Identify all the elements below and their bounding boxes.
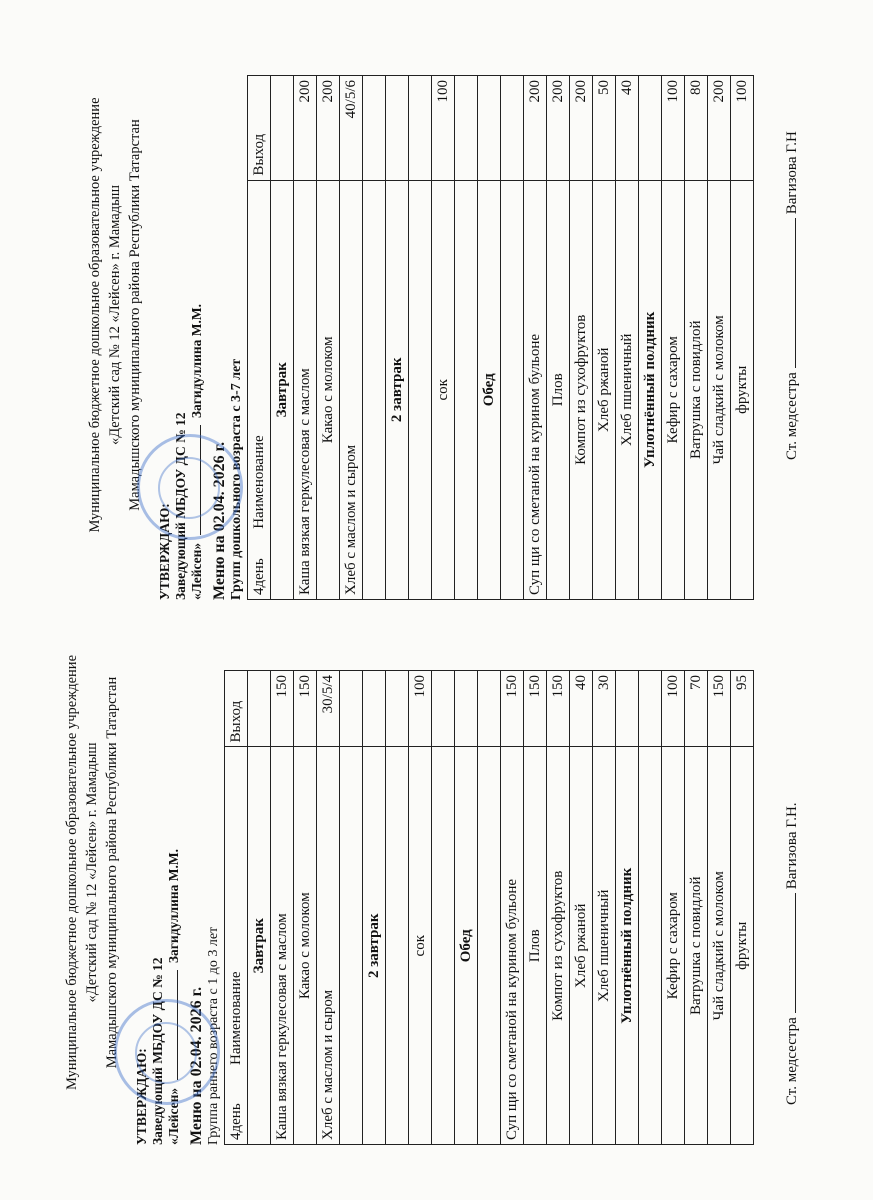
menu-date: Меню на 02.04. 2026 г. — [188, 986, 205, 1145]
approval-title: УТВЕРЖДАЮ: — [157, 503, 172, 600]
blank-row — [409, 76, 432, 600]
dish-name: Ватрушка с повидлой — [685, 180, 708, 599]
output-header: Выход — [225, 671, 248, 747]
dish-output: 100 — [662, 671, 685, 747]
blank-row — [639, 671, 662, 1145]
dish-output: 40 — [570, 671, 593, 747]
dish-output: 95 — [731, 671, 754, 747]
approval-block — [157, 30, 205, 600]
dish-name: Кефир с сахаром — [662, 747, 685, 1145]
org-line: Муниципальное бюджетное дошкольное образовательное учреждение — [64, 655, 80, 1090]
org-line: «Детский сад № 12 «Лейсен» г. Мамадыш — [107, 184, 123, 446]
blank-row — [432, 671, 455, 1145]
dish-output: 40 — [616, 76, 639, 181]
table-row — [731, 76, 754, 600]
dish-output: 200 — [317, 76, 340, 181]
dish-name: Кефир с сахаром — [662, 180, 685, 599]
dish-output: 200 — [294, 76, 317, 181]
dish-output: 30 — [593, 671, 616, 747]
table-row — [294, 76, 317, 600]
dish-name: фрукты — [731, 180, 754, 599]
section-title: Завтрак — [271, 180, 294, 599]
table-row — [731, 671, 754, 1145]
output-header: Выход — [248, 76, 271, 181]
approval-title: УТВЕРЖДАЮ: — [134, 1048, 149, 1145]
dish-name: Чай сладкий с молоком — [708, 747, 731, 1145]
dish-name: Компот из сухофруктов — [547, 747, 570, 1145]
dish-output: 150 — [294, 671, 317, 747]
dish-name: Каша вязкая геркулесовая с маслом — [294, 180, 317, 599]
approval-position: Заведующий МБДОУ ДС № 12 — [150, 957, 165, 1145]
age-group: Группа раннего возраста с 1 до 3 лет — [206, 926, 221, 1145]
menu-early-age — [62, 600, 842, 1145]
name-header: Наименование — [248, 180, 271, 533]
table-row — [570, 671, 593, 1145]
table-row — [294, 671, 317, 1145]
blank-row — [478, 671, 501, 1145]
dish-output: 200 — [570, 76, 593, 181]
name-header: Наименование — [225, 747, 248, 1069]
table-row — [662, 671, 685, 1145]
dish-name: Плов — [524, 747, 547, 1145]
section-title: Уплотнённый полдник — [639, 180, 662, 599]
table-row — [271, 671, 294, 1145]
section-row — [386, 76, 409, 600]
dish-name: Чай сладкий с молоком — [708, 180, 731, 599]
section-title: Уплотнённый полдник — [616, 747, 639, 1145]
table-row — [501, 671, 524, 1145]
dish-name: Ватрушка с повидлой — [685, 747, 708, 1145]
dish-output: 50 — [593, 76, 616, 181]
table-row — [432, 76, 455, 600]
dish-output: 200 — [547, 76, 570, 181]
dish-name: Суп щи со сметаной на курином бульоне — [524, 180, 547, 599]
org-line: Мамадышского муниципального района Республики Татарстан — [104, 676, 120, 1069]
table-header — [248, 76, 271, 600]
dish-output: 150 — [524, 671, 547, 747]
dish-output: 200 — [708, 76, 731, 181]
dish-name: фрукты — [731, 747, 754, 1145]
section-row — [248, 671, 271, 1145]
table-row — [685, 76, 708, 600]
table-row — [317, 671, 340, 1145]
blank-row — [340, 671, 363, 1145]
dish-output: 100 — [432, 76, 455, 181]
dish-output: 40/5/6 — [340, 76, 363, 181]
section-title: Обед — [478, 180, 501, 599]
organization-header — [62, 600, 122, 1145]
menu-date: Меню на 02.04. 2026 г. — [211, 441, 228, 600]
dish-name: Плов — [547, 180, 570, 599]
day-header: 4день — [248, 533, 271, 600]
table-header — [225, 671, 248, 1145]
dish-output: 70 — [685, 671, 708, 747]
table-row — [662, 76, 685, 600]
menu-table — [224, 670, 754, 1145]
dish-output: 100 — [731, 76, 754, 181]
table-row — [708, 671, 731, 1145]
dish-name: Хлеб с маслом и сыром — [317, 747, 340, 1145]
dish-output: 200 — [524, 76, 547, 181]
dish-output: 100 — [662, 76, 685, 181]
section-row — [478, 76, 501, 600]
approval-name: Загидуллина М.М. — [189, 303, 204, 419]
section-row — [616, 671, 639, 1145]
table-row — [616, 76, 639, 600]
approval-block — [134, 600, 182, 1145]
official-stamp — [137, 434, 243, 540]
dish-name: Какао с молоком — [294, 747, 317, 1145]
dish-output: 30/5/4 — [317, 671, 340, 747]
sign-role: Ст. медсестра — [784, 372, 800, 460]
table-row — [593, 76, 616, 600]
section-row — [455, 671, 478, 1145]
org-line: Мамадышского муниципального района Республики Татарстан — [127, 119, 143, 511]
table-row — [524, 671, 547, 1145]
section-row — [271, 76, 294, 600]
dish-name: Хлеб пшеничный — [593, 747, 616, 1145]
age-group: Групп дошкольного возраста с 3-7 лет — [229, 358, 244, 600]
official-stamp — [114, 999, 220, 1105]
approval-org: «Лейсен» — [166, 1087, 181, 1145]
table-row — [593, 671, 616, 1145]
sign-role: Ст. медсестра — [784, 1017, 800, 1105]
section-title: 2 завтрак — [363, 747, 386, 1145]
blank-row — [363, 76, 386, 600]
blank-row — [501, 76, 524, 600]
sign-name: Вагизова Г.Н — [784, 131, 800, 215]
dish-name: Хлеб с маслом и сыром — [340, 180, 363, 599]
menu-table — [247, 75, 754, 600]
section-row — [363, 671, 386, 1145]
dish-name: Суп щи со сметаной на курином бульоне — [501, 747, 524, 1145]
table-row — [708, 76, 731, 600]
dish-output: 150 — [271, 671, 294, 747]
dish-name: Какао с молоком — [317, 180, 340, 599]
dish-output: 150 — [708, 671, 731, 747]
organization-header — [85, 30, 145, 600]
dish-name: Хлеб ржаной — [570, 747, 593, 1145]
sign-name: Вагизова Г.Н. — [784, 802, 800, 890]
dish-name: сок — [432, 180, 455, 599]
table-row — [570, 76, 593, 600]
org-line: Муниципальное бюджетное дошкольное образовательное учреждение — [87, 97, 103, 533]
dish-name: Компот из сухофруктов — [570, 180, 593, 599]
table-row — [524, 76, 547, 600]
dish-output: 150 — [547, 671, 570, 747]
approval-name: Загидуллина М.М. — [166, 848, 181, 964]
dish-output: 150 — [501, 671, 524, 747]
menu-preschool — [85, 30, 845, 600]
dish-name: Хлеб пшеничный — [616, 180, 639, 599]
section-row — [639, 76, 662, 600]
section-title: Обед — [455, 747, 478, 1145]
section-title: Завтрак — [248, 747, 271, 1145]
table-row — [547, 76, 570, 600]
approval-org: «Лейсен» — [189, 542, 204, 600]
signature-block — [784, 600, 801, 1145]
dish-name: сок — [409, 747, 432, 1145]
blank-row — [386, 671, 409, 1145]
section-title: 2 завтрак — [386, 180, 409, 599]
table-row — [685, 671, 708, 1145]
table-row — [547, 671, 570, 1145]
day-header: 4день — [225, 1069, 248, 1145]
signature-line — [795, 218, 796, 368]
org-line: «Детский сад № 12 «Лейсен» г. Мамадыш — [84, 742, 100, 1003]
dish-output: 80 — [685, 76, 708, 181]
approval-position: Заведующий МБДОУ ДС № 12 — [173, 412, 188, 600]
signature-block — [784, 30, 801, 600]
table-row — [340, 76, 363, 600]
dish-name: Каша вязкая геркулесовая с маслом — [271, 747, 294, 1145]
dish-name: Хлеб ржаной — [593, 180, 616, 599]
table-row — [317, 76, 340, 600]
signature-line — [795, 893, 796, 1013]
table-row — [409, 671, 432, 1145]
dish-output: 100 — [409, 671, 432, 747]
blank-row — [455, 76, 478, 600]
